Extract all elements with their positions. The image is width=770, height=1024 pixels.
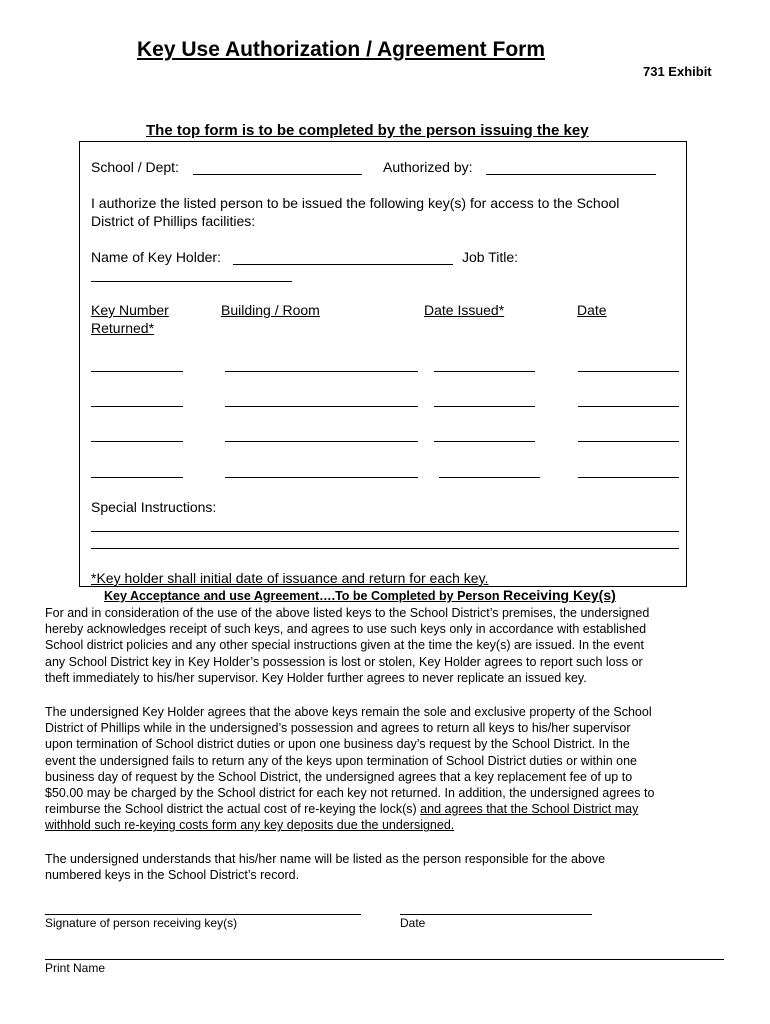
page-title: Key Use Authorization / Agreement Form	[137, 38, 546, 61]
special-instructions-line-2[interactable]	[91, 548, 679, 549]
key-row-3-building-room[interactable]	[225, 441, 418, 442]
key-row-3-date[interactable]	[578, 441, 679, 442]
agreement-p3-line: numbered keys in the School District’s record.	[45, 868, 300, 883]
key-row-1-key-number[interactable]	[91, 371, 183, 372]
job-title-field[interactable]	[91, 281, 292, 282]
signature-date-field[interactable]	[400, 914, 592, 915]
agreement-p2-line	[45, 801, 735, 817]
special-instructions-label: Special Instructions:	[91, 499, 217, 515]
key-row-2-date[interactable]	[578, 406, 679, 407]
print-name-label: Print Name	[45, 961, 106, 975]
agreement-p3-line: The undersigned understands that his/her name will be listed as the person responsible for the above	[45, 852, 606, 866]
agreement-p2-line7-plain: reimburse the School district the actual cost of re-keying the lock(s)	[45, 802, 421, 817]
col-key-number: Key Number	[91, 302, 169, 318]
exhibit-label: 731 Exhibit	[643, 64, 712, 79]
key-row-1-date[interactable]	[578, 371, 679, 372]
agreement-p2-line: upon termination of School district duties or upon one business day’s request by the School District. In the	[45, 737, 630, 752]
signature-date-label: Date	[400, 916, 426, 930]
agreement-p2-line: $50.00 may be charged by the School district for each key not returned. In addition, the undersigned agrees to	[45, 786, 655, 801]
agreement-paragraph-1	[45, 605, 735, 686]
agreement-paragraph-2	[45, 704, 735, 834]
signature-field[interactable]	[45, 914, 361, 915]
agreement-p1-line: theft immediately to his/her supervisor. Key Holder further agrees to never replicate an issued key.	[45, 670, 587, 685]
col-date: Date	[577, 302, 607, 318]
authorization-text-line-2: District of Phillips facilities:	[91, 213, 256, 229]
agreement-p2-line: District of Phillips while in the undersigned’s possession and agrees to return all keys to his/her supervisor	[45, 721, 631, 736]
special-instructions-line-1[interactable]	[91, 531, 679, 532]
authorized-by-label: Authorized by:	[383, 159, 473, 175]
agreement-heading	[104, 587, 616, 603]
key-row-2-key-number[interactable]	[91, 406, 183, 407]
agreement-p1-line: School district policies and any other special instructions given at the time the key(s) are issued. In the event	[45, 638, 644, 653]
school-dept-field[interactable]	[193, 174, 362, 175]
col-date-issued: Date Issued*	[424, 302, 505, 318]
key-row-4-key-number[interactable]	[91, 477, 183, 478]
signature-label: Signature of person receiving key(s)	[45, 916, 238, 930]
key-row-1-building-room[interactable]	[225, 371, 418, 372]
agreement-p2-line7-underlined: and agrees that the School District may	[420, 802, 639, 817]
agreement-paragraph-3	[45, 851, 735, 883]
agreement-p1-line: For and in consideration of the use of the above listed keys to the School District’s premises, the undersigned	[45, 606, 650, 620]
footnote: *Key holder shall initial date of issuance and return for each key.	[91, 570, 489, 586]
agreement-heading-receiving: Receiving Key(s)	[502, 587, 616, 603]
agreement-p2-line: event the undersigned fails to return any of the keys upon termination of School District duties or within one	[45, 753, 637, 768]
authorization-text-line-1: I authorize the listed person to be issued the following key(s) for access to the School	[91, 195, 620, 211]
key-row-4-date-issued[interactable]	[439, 477, 540, 478]
agreement-p2-line8-underlined: withhold such re-keying costs form any key deposits due the undersigned.	[45, 818, 455, 833]
key-row-3-date-issued[interactable]	[434, 441, 535, 442]
print-name-field[interactable]	[45, 959, 724, 960]
key-holder-name-field[interactable]	[233, 264, 453, 265]
key-row-4-date[interactable]	[578, 477, 679, 478]
school-dept-label: School / Dept:	[91, 159, 179, 175]
agreement-p1-line: any School District key in Key Holder’s possession is lost or stolen, Key Holder agrees to report such loss or	[45, 654, 643, 669]
agreement-p1-line: hereby acknowledges receipt of such keys, and agrees to use such keys only in accordance with established	[45, 622, 647, 637]
key-row-2-building-room[interactable]	[225, 406, 418, 407]
col-building-room: Building / Room	[221, 302, 320, 318]
key-holder-name-label: Name of Key Holder:	[91, 249, 221, 265]
key-row-2-date-issued[interactable]	[434, 406, 535, 407]
agreement-p2-line: business day of request by the School District, the undersigned agrees that a key replacement fee of up to	[45, 769, 633, 784]
key-row-3-key-number[interactable]	[91, 441, 183, 442]
col-returned: Returned*	[91, 320, 155, 336]
authorized-by-field[interactable]	[486, 174, 656, 175]
job-title-label: Job Title:	[462, 249, 519, 265]
key-row-4-building-room[interactable]	[225, 477, 418, 478]
issuer-instructions-heading: The top form is to be completed by the person issuing the key	[146, 122, 589, 139]
agreement-heading-main: Key Acceptance and use Agreement….To be Completed by Person	[104, 589, 503, 603]
agreement-p2-line: The undersigned Key Holder agrees that the above keys remain the sole and exclusive property of the School	[45, 705, 652, 719]
key-row-1-date-issued[interactable]	[434, 371, 535, 372]
